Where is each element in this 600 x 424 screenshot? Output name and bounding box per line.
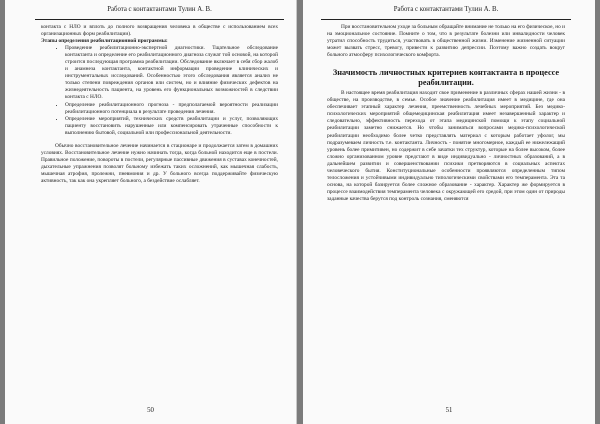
section-title: Значимость личностных критериев контактанта в процессе реабилитации. <box>332 68 560 88</box>
page-number-right: 51 <box>445 407 453 414</box>
intro-paragraph: контакта с НЛО и вплоть до полного возвращения человека в обществе с использованием всех организационных форм реабилитации). <box>41 24 278 38</box>
care-paragraph: При восстановительном уходе за больным обращайте внимание не только на его физическое, но и на эмоциональное состояние. Помните о том, что в результате болезни или инвалидности человек утратил способность трудиться, участвовать в общественной жизни. Изменение жизненной ситуации может вызвать стресс, тревогу, привести к развитию депрессии. Поэтому важно создать вокруг больного атмосферу психологического комфорта. <box>327 24 565 59</box>
list-item: • Определение мероприятий, технических средств реабилитации и услуг, позволяющих пациенту восстановить нарушенные или компенсировать утраченные способности к выполнению бытовой, социальной или профессиональной деятельности. <box>65 116 278 137</box>
stages-list <box>41 45 278 137</box>
list-item: • Проведение реабилитационно-экспертной диагностики. Тщательное обследование контактанта и определение его реабилитационного диагноза служат той основой, на которой строится последующая программа реабилитации. Обследование включает в себя сбор жалоб и анамнеза контактанта, контактной информации проведение клинических и инструментальных исследований. Особенностью этого обследования является анализ не только степени повреждения органов или систем, но и влияние физических дефектов на жизнедеятельность пациента, на уровень его функциональных возможностей в следствии контакта с НЛО. <box>65 45 278 101</box>
treatment-paragraph: Обычно восстановительное лечение начинается в стационаре и продолжается затем в домашних условиях. Восстановительное лечение нужно начинать тогда, когда больной находится еще в постели. Правильное положение, повороты в постели, регулярные пассивные движения в суставах конечностей, дыхательные упражнения позволят больному избежать таких осложнений, как мышечная слабость, мышечная атрофия, пролежни, пневмония и др. У больного всегда поддерживайте физическую активность, так как она укрепляет больного, а бездействие ослабляет. <box>41 142 278 184</box>
page-number-left: 50 <box>147 407 154 414</box>
right-page <box>303 0 595 424</box>
running-header-left: Работа с контактантами Тулин А. В. <box>35 0 284 20</box>
running-header-right: Работа с контактантами Тулин А. В. <box>321 0 571 20</box>
stages-heading: Этапы определения реабилитационной программы: <box>41 38 168 45</box>
list-item: • Определение реабилитационного прогноза - предполагаемой вероятности реализации реабилитационного потенциала в результате проведения лечения. <box>65 102 278 116</box>
personality-paragraph: В настоящее время реабилитация находит свое применение в различных сферах нашей жизни - в обществе, на производстве, в семье. Особое значение реабилитация имеет в медицине, где она обеспечивает этапный характер лечения, преемственность лечебных мероприятий. Без медико-психологических мероприятий общемедицинская реабилитация имеет незавершенный характер и следовательно, эффективность перехода от этапа медицинской помощи к этапу социальной реабилитации заметно снижается. Но чтобы заниматься вопросами медико-психологической реабилитации необходимо более четко представлять материал с которым работает уфолог, мы подразумеваем личность т.е. контактанта. Личность - понятие многомерное, каждый ее нижележащий уровень более примитивен, но содержит в себе зачатки тех структур, которые на более высоком, более сложно организованном уровне предстают в виде индивидуально - личностных образований, а в дальнейшем развитии и совершенствовании психики претворяются в социальных аспектах человеческого бытия. Конституциональные особенности проявляются определенным типом телосложения и устойчивыми индивидуально типологическими свойствами его темперамента. Эта та основа, на которой базируется более сложное образование - характер. Характер же формируется в процессе взаимодействия темперамента человека с окружающей его средой, при этом один от природы заданные качества берутся под контроль сознания, сменяются <box>327 90 565 202</box>
left-page <box>5 0 297 424</box>
